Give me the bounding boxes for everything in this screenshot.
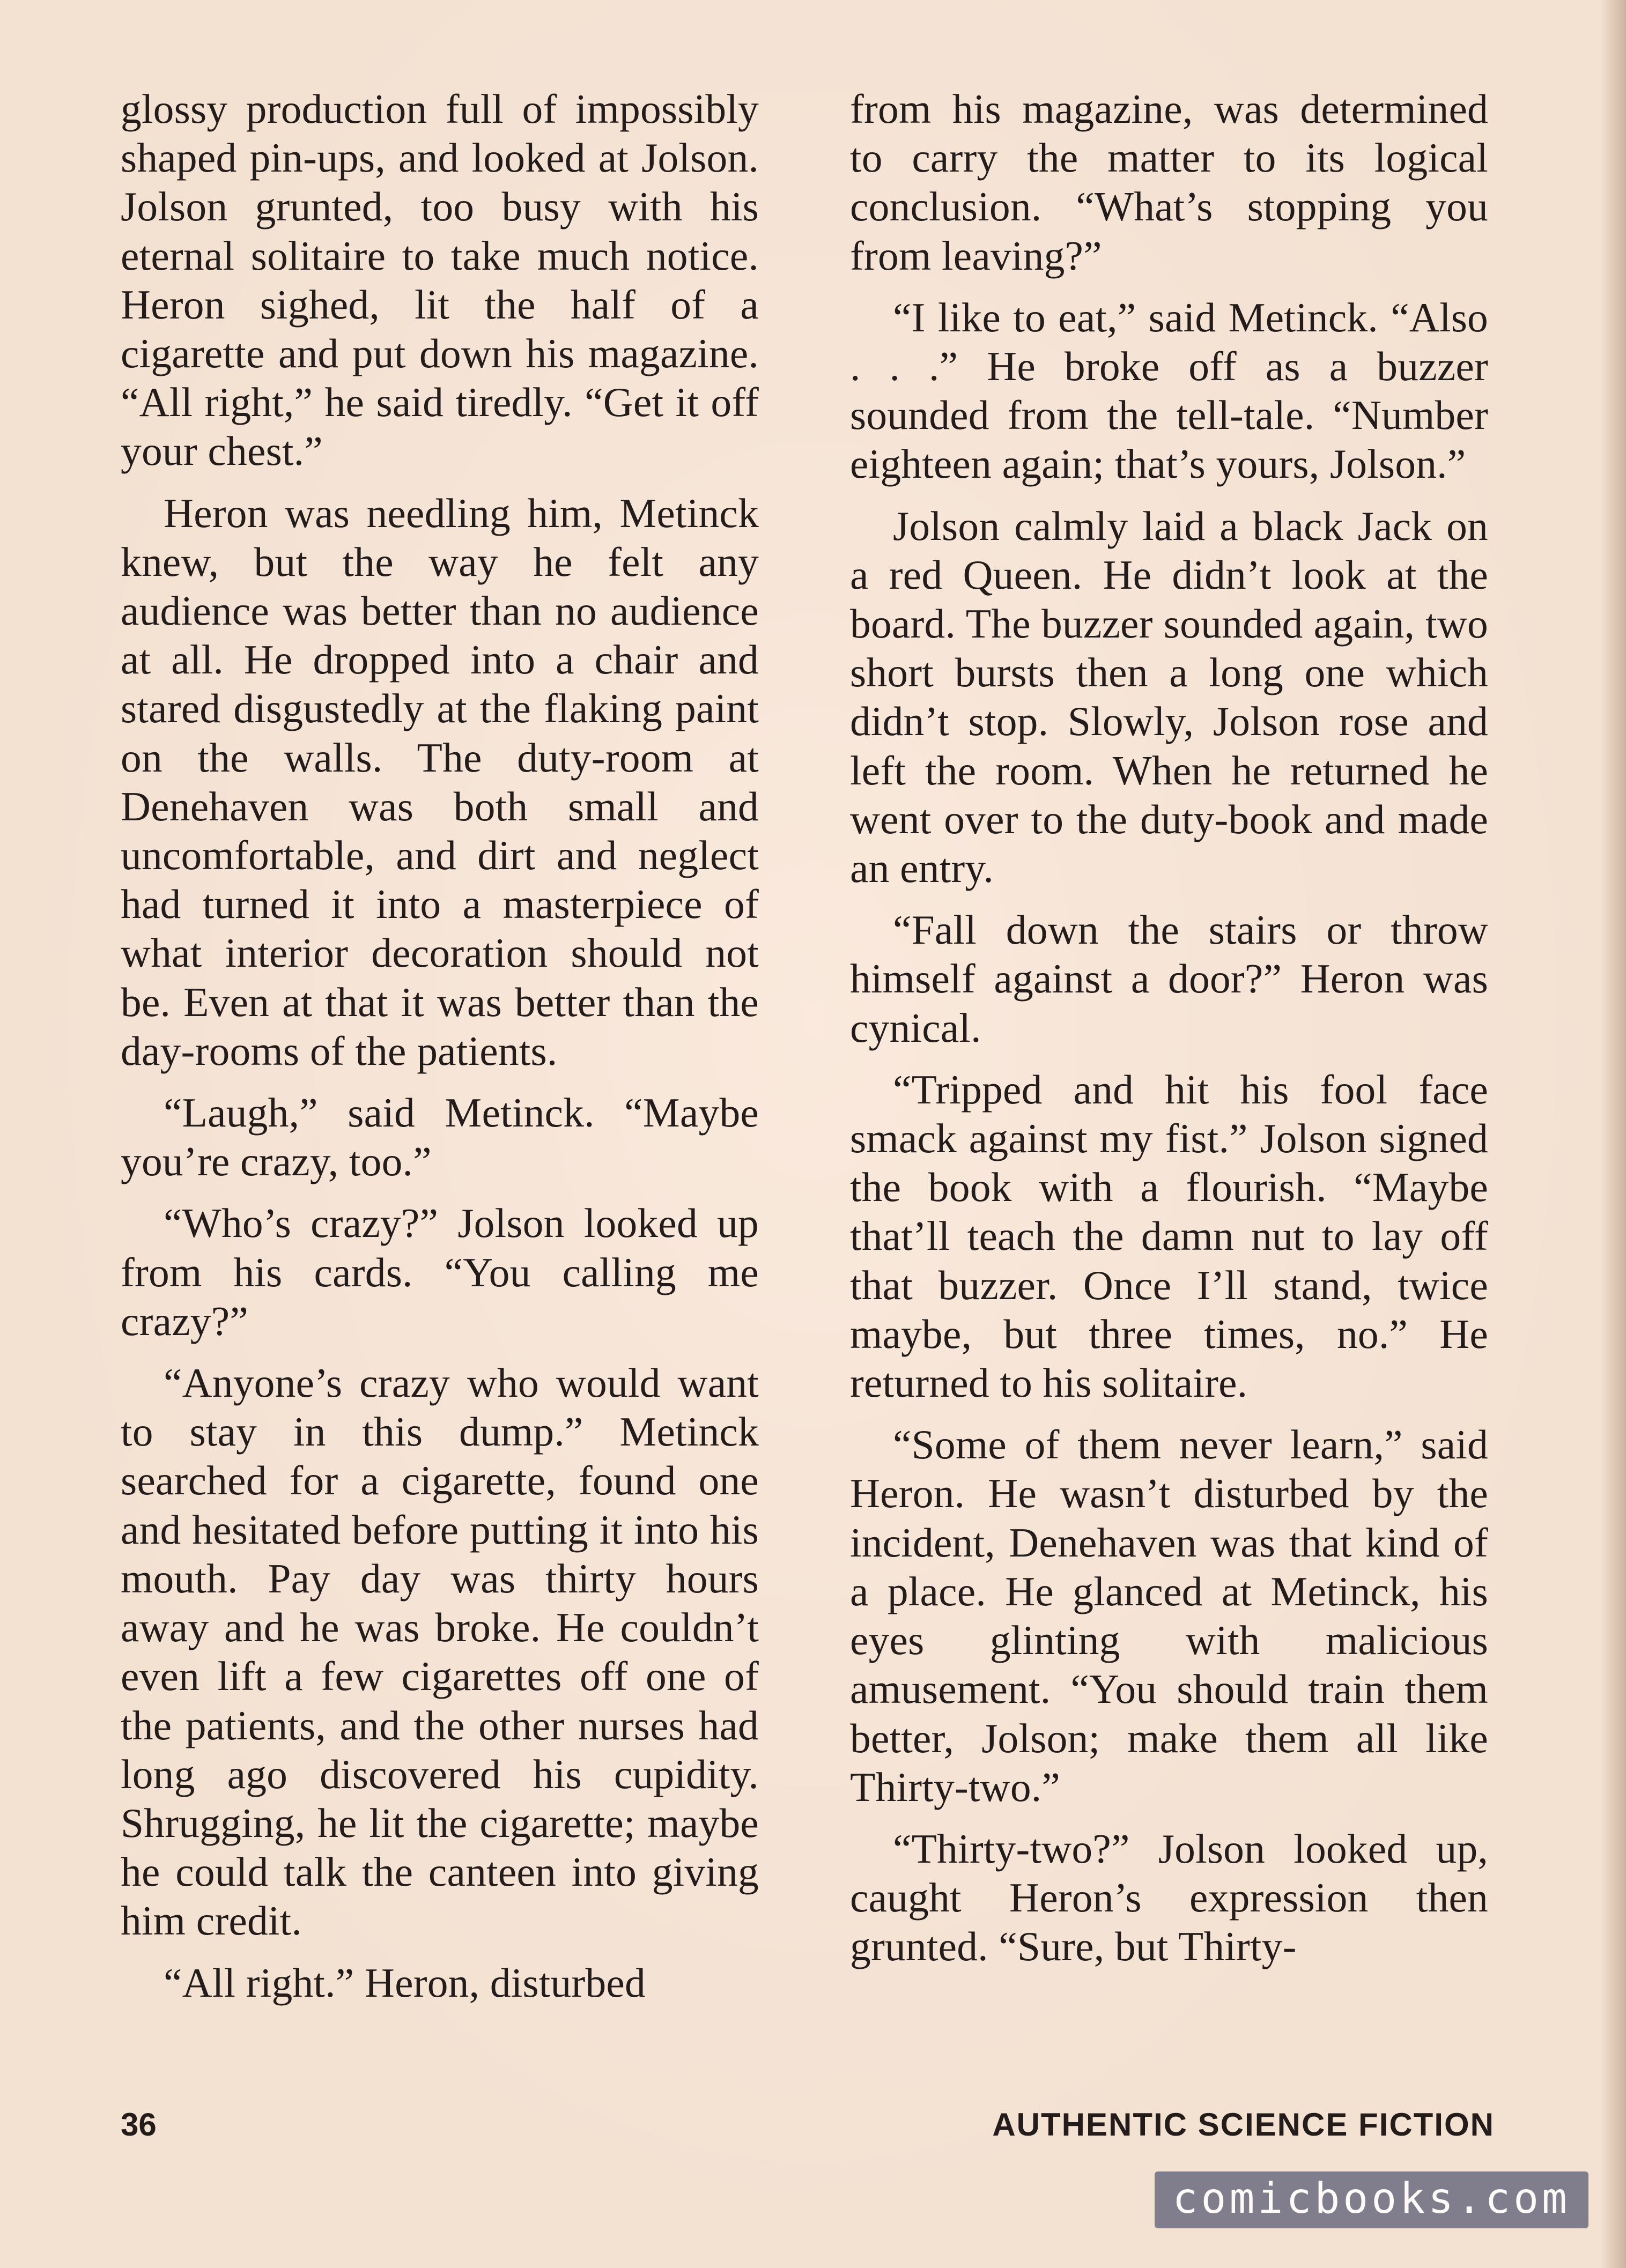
paragraph: “Thirty-two?” Jolson looked up, caught Heron’s expression then grunted. “Sure, but Thirty- [850,1825,1488,1970]
paragraph: “Fall down the stairs or throw himself against a door?” Heron was cynical. [850,907,1488,1051]
right-text-column [850,85,1488,1971]
paragraph: “Tripped and hit his fool face smack against my fist.” Jolson signed the book with a flourish. “Maybe that’ll teach the damn nut to lay off that buzzer. Once I’ll stand, twice maybe, but three times, no.” He returned to his solitaire. [850,1066,1488,1406]
page-edge-shadow [1600,0,1626,2268]
paragraph: “Anyone’s crazy who would want to stay in this dump.” Metinck searched for a cigarette, found one and hesitated before putting it into his mouth. Pay day was thirty hours away and he was broke. He couldn’t even lift a few cigarettes off one of the patients, and the other nurses had long ago discovered his cupidity. Shrugging, he lit the cigarette; maybe he could talk the canteen into giving him credit. [121,1360,759,1944]
watermark-logo: comicbooks.com [1155,2171,1588,2228]
left-text-column [121,85,759,2007]
paragraph: “All right.” Heron, disturbed [164,1959,646,2006]
paragraph: “Some of them never learn,” said Heron. He wasn’t disturbed by the incident, Denehaven was that kind of a place. He glanced at Metinck, his eyes glinting with malicious amusement. “You should train them better, Jolson; make them all like Thirty-two.” [850,1421,1488,1810]
page-number: 36 [121,2107,157,2143]
magazine-title: AUTHENTIC SCIENCE FICTION [992,2107,1495,2143]
paragraph: “Laugh,” said Metinck. “Maybe you’re crazy, too.” [121,1089,759,1185]
paragraph: glossy production full of impossibly shaped pin-ups, and looked at Jolson. Jolson grunted, too busy with his eternal solitaire to take much notice. Heron sighed, lit the half of a cigarette and put down his magazine. “All right,” he said tiredly. “Get it off your chest.” [121,86,759,475]
paragraph: Jolson calmly laid a black Jack on a red Queen. He didn’t look at the board. The buzzer sounded again, two short bursts then a long one which didn’t stop. Slowly, Jolson rose and left the room. When he returned he went over to the duty-book and made an entry. [850,502,1488,892]
paragraph: “Who’s crazy?” Jolson looked up from his cards. “You calling me crazy?” [121,1200,759,1344]
paragraph: Heron was needling him, Metinck knew, but the way he felt any audience was better than no audience at all. He dropped into a chair and stared disgustedly at the flaking paint on the walls. The duty-room at Denehaven was both small and uncomfortable, and dirt and neglect had turned it into a masterpiece of what interior decoration should not be. Even at that it was better than the day-rooms of the patients. [121,490,759,1074]
paragraph: “I like to eat,” said Metinck. “Also . . .” He broke off as a buzzer sounded from the tell-tale. “Number eighteen again; that’s yours, Jolson.” [850,294,1488,487]
paragraph: from his magazine, was determined to carry the matter to its logical conclusion. “What’s stopping you from leaving?” [850,86,1488,279]
